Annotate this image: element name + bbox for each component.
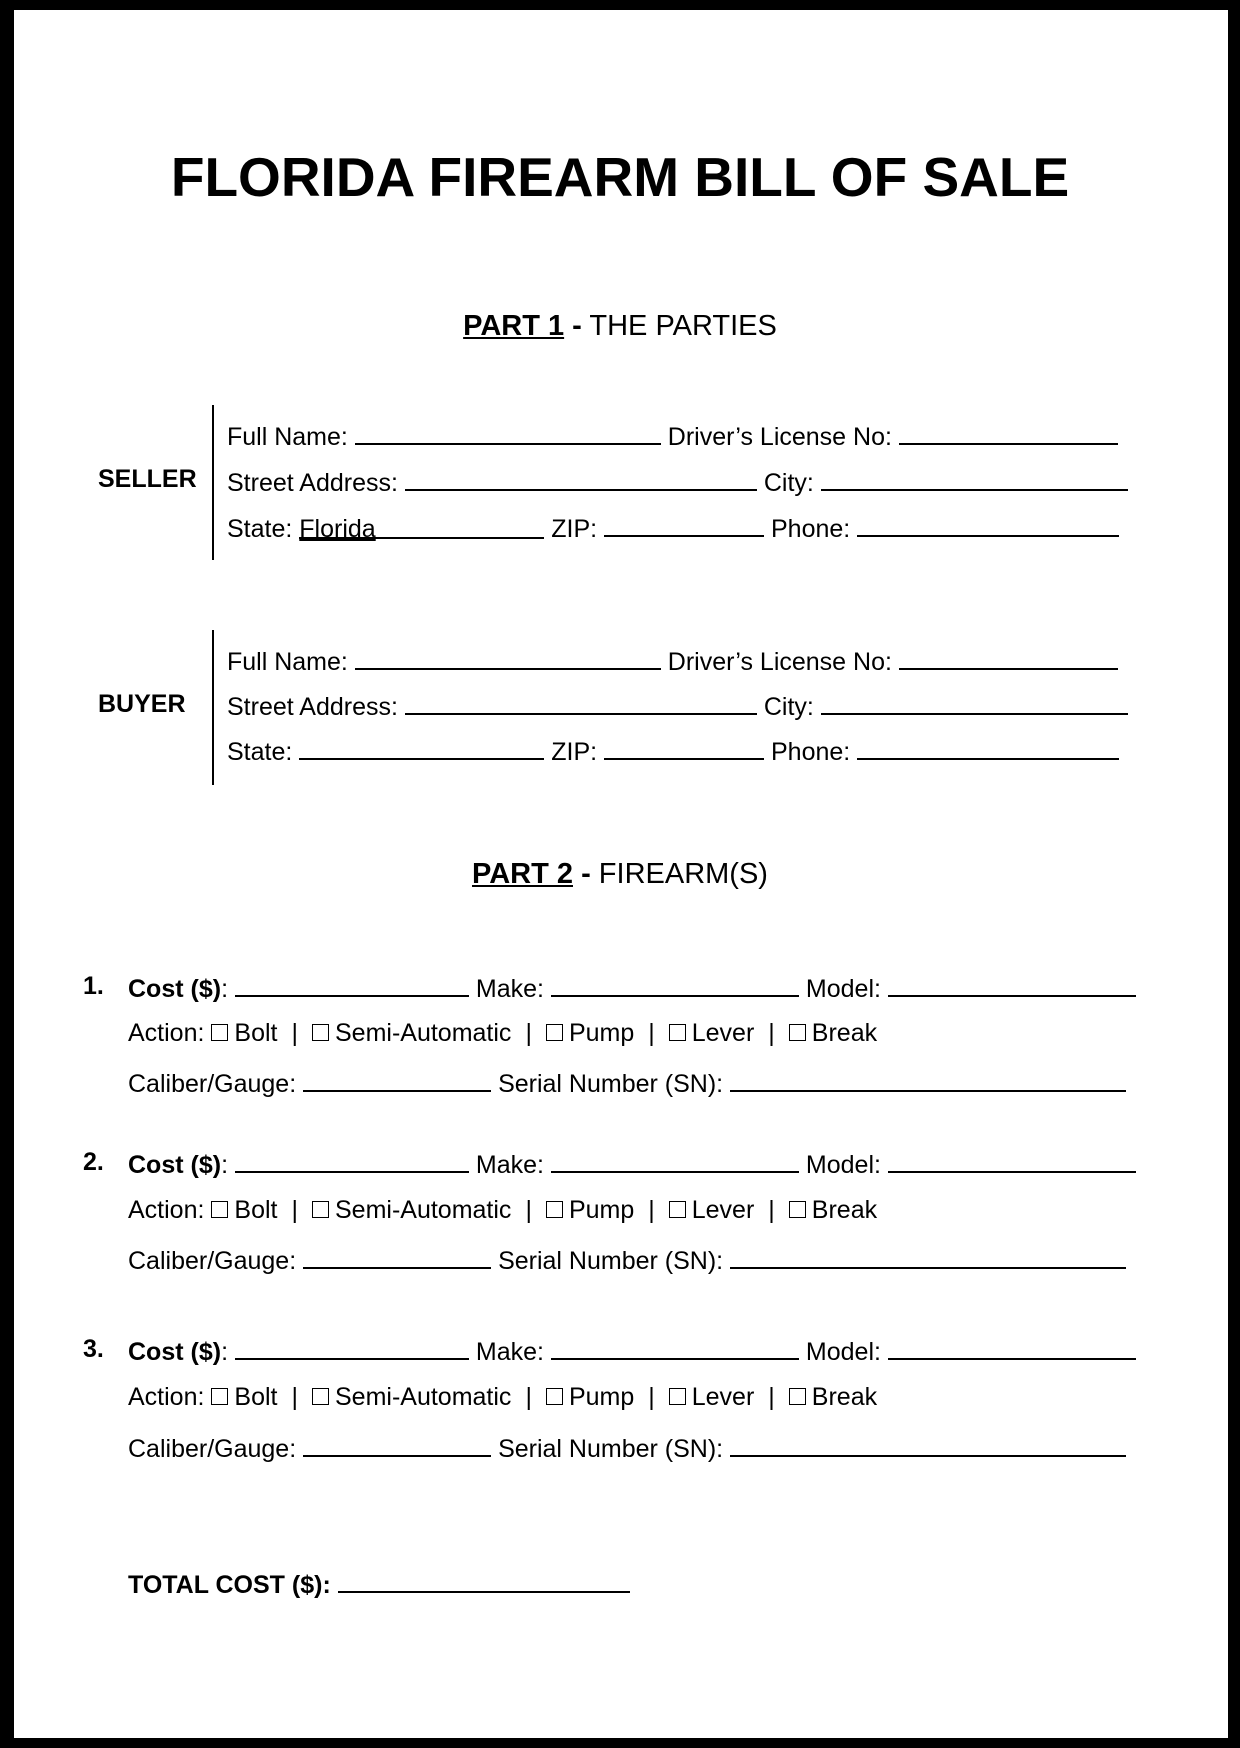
firearm-3-sep-4: | [768, 1383, 775, 1411]
buyer-city-field[interactable] [821, 690, 1128, 715]
firearm-2-model-label: Model: [805, 1151, 881, 1179]
firearm-1-serial-field[interactable] [730, 1067, 1126, 1092]
buyer-zip-label: ZIP: [551, 738, 598, 766]
firearm-2-bolt-checkbox[interactable] [211, 1201, 228, 1218]
seller-state-value: Florida [299, 515, 376, 543]
firearm-2-pump-label: Pump [568, 1196, 635, 1224]
part1-heading [0, 310, 1240, 343]
buyer-license-label: Driver’s License No: [667, 648, 892, 676]
firearm-1-sep-2: | [525, 1019, 532, 1047]
seller-row-state [227, 512, 1119, 544]
seller-license-field[interactable] [899, 420, 1118, 445]
seller-row-name [227, 420, 1118, 452]
firearm-3-cost-label: Cost ($) [128, 1338, 222, 1366]
firearm-2-sep-3: | [648, 1196, 655, 1224]
firearm-1-action-label: Action: [128, 1019, 205, 1047]
buyer-row-address [227, 690, 1128, 722]
firearm-1-row-cost [128, 972, 1136, 1004]
seller-city-label: City: [763, 469, 814, 497]
firearm-1-semi-label: Semi-Automatic [334, 1019, 512, 1047]
firearm-1-bolt-checkbox[interactable] [211, 1024, 228, 1041]
seller-full-name-label: Full Name: [227, 423, 348, 451]
firearm-3-bolt-checkbox[interactable] [211, 1388, 228, 1405]
buyer-license-field[interactable] [899, 645, 1118, 670]
buyer-label: BUYER [98, 690, 186, 718]
firearm-1-lever-checkbox[interactable] [669, 1024, 686, 1041]
buyer-phone-field[interactable] [857, 735, 1119, 760]
firearm-2-sep-4: | [768, 1196, 775, 1224]
part2-dash: - [581, 858, 591, 890]
firearm-3-caliber-field[interactable] [303, 1432, 491, 1457]
firearm-2-serial-label: Serial Number (SN): [498, 1247, 724, 1275]
firearm-2-break-label: Break [811, 1196, 878, 1224]
firearm-2-break-checkbox[interactable] [789, 1201, 806, 1218]
firearm-3-model-label: Model: [805, 1338, 881, 1366]
firearm-2-action-label: Action: [128, 1196, 205, 1224]
firearm-1-caliber-field[interactable] [303, 1067, 491, 1092]
seller-street-label: Street Address: [227, 469, 398, 497]
firearm-1-break-label: Break [811, 1019, 878, 1047]
buyer-row-name [227, 645, 1118, 677]
seller-full-name-field[interactable] [355, 420, 661, 445]
firearm-3-sep-1: | [291, 1383, 298, 1411]
firearm-1-row-caliber [128, 1067, 1126, 1099]
document-title: FLORIDA FIREARM BILL OF SALE [170, 146, 1070, 208]
firearm-1-break-checkbox[interactable] [789, 1024, 806, 1041]
firearm-3-bolt-label: Bolt [234, 1383, 278, 1411]
firearm-2-row-cost [128, 1148, 1136, 1180]
buyer-row-state [227, 735, 1119, 767]
total-cost-field[interactable] [338, 1568, 630, 1593]
firearm-2-row-caliber [128, 1244, 1126, 1276]
firearm-2-lever-checkbox[interactable] [669, 1201, 686, 1218]
firearm-3-make-field[interactable] [551, 1335, 799, 1360]
firearm-2-cost-field[interactable] [235, 1148, 469, 1173]
firearm-3-semi-checkbox[interactable] [312, 1388, 329, 1405]
buyer-city-label: City: [763, 693, 814, 721]
firearm-3-semi-label: Semi-Automatic [334, 1383, 512, 1411]
firearm-3-row-cost [128, 1335, 1136, 1367]
firearm-2-semi-label: Semi-Automatic [334, 1196, 512, 1224]
firearm-3-lever-checkbox[interactable] [669, 1388, 686, 1405]
firearm-2-cost-colon: : [221, 1151, 229, 1179]
firearm-2-caliber-label: Caliber/Gauge: [128, 1247, 297, 1275]
firearm-2-serial-field[interactable] [730, 1244, 1126, 1269]
firearm-3-sep-3: | [648, 1383, 655, 1411]
firearm-1-serial-label: Serial Number (SN): [498, 1070, 724, 1098]
firearm-3-number: 3. [83, 1335, 104, 1363]
seller-state-field[interactable] [299, 514, 544, 543]
firearm-1-bolt-label: Bolt [234, 1019, 278, 1047]
firearm-1-cost-label: Cost ($) [128, 975, 222, 1003]
firearm-3-sep-2: | [525, 1383, 532, 1411]
firearm-1-semi-checkbox[interactable] [312, 1024, 329, 1041]
firearm-1-caliber-label: Caliber/Gauge: [128, 1070, 297, 1098]
firearm-1-number: 1. [83, 972, 104, 1000]
seller-label: SELLER [98, 465, 197, 493]
part1-label: PART 1 [463, 310, 565, 342]
firearm-3-model-field[interactable] [888, 1335, 1136, 1360]
part1-dash: - [572, 310, 582, 342]
firearm-1-sep-3: | [648, 1019, 655, 1047]
firearm-2-bolt-label: Bolt [234, 1196, 278, 1224]
total-cost-row [128, 1568, 630, 1600]
firearm-1-pump-checkbox[interactable] [546, 1024, 563, 1041]
part2-label: PART 2 [472, 858, 573, 890]
firearm-1-make-label: Make: [475, 975, 545, 1003]
firearm-1-lever-label: Lever [691, 1019, 755, 1047]
total-cost-label: TOTAL COST ($): [128, 1571, 331, 1599]
buyer-full-name-label: Full Name: [227, 648, 348, 676]
firearm-1-cost-colon: : [221, 975, 229, 1003]
firearm-1-make-field[interactable] [551, 972, 799, 997]
buyer-street-field[interactable] [405, 690, 757, 715]
part2-heading [0, 858, 1240, 891]
firearm-2-row-action [128, 1195, 877, 1225]
firearm-2-model-field[interactable] [888, 1148, 1136, 1173]
firearm-1-pump-label: Pump [568, 1019, 635, 1047]
buyer-street-label: Street Address: [227, 693, 398, 721]
firearm-3-cost-colon: : [221, 1338, 229, 1366]
firearm-1-model-field[interactable] [888, 972, 1136, 997]
buyer-phone-label: Phone: [770, 738, 851, 766]
firearm-3-row-action [128, 1382, 877, 1412]
firearm-2-semi-checkbox[interactable] [312, 1201, 329, 1218]
buyer-state-label: State: [227, 738, 293, 766]
firearm-3-serial-label: Serial Number (SN): [498, 1435, 724, 1463]
firearm-1-row-action [128, 1018, 877, 1048]
seller-license-label: Driver’s License No: [667, 423, 892, 451]
firearm-3-serial-field[interactable] [730, 1432, 1126, 1457]
firearm-2-make-label: Make: [475, 1151, 545, 1179]
firearm-2-cost-label: Cost ($) [128, 1151, 222, 1179]
firearm-2-number: 2. [83, 1148, 104, 1176]
seller-state-label: State: [227, 515, 293, 543]
firearm-2-make-field[interactable] [551, 1148, 799, 1173]
firearm-3-lever-label: Lever [691, 1383, 755, 1411]
seller-zip-field[interactable] [604, 512, 764, 537]
part2-name: FIREARM(S) [598, 858, 768, 890]
buyer-zip-field[interactable] [604, 735, 764, 760]
firearm-3-make-label: Make: [475, 1338, 545, 1366]
firearm-2-caliber-field[interactable] [303, 1244, 491, 1269]
buyer-state-field[interactable] [299, 735, 544, 760]
firearm-3-cost-field[interactable] [235, 1335, 469, 1360]
seller-city-field[interactable] [821, 466, 1128, 491]
seller-zip-label: ZIP: [551, 515, 598, 543]
firearm-2-lever-label: Lever [691, 1196, 755, 1224]
firearm-2-pump-checkbox[interactable] [546, 1201, 563, 1218]
seller-phone-label: Phone: [770, 515, 851, 543]
firearm-1-model-label: Model: [805, 975, 881, 1003]
firearm-1-cost-field[interactable] [235, 972, 469, 997]
firearm-3-row-caliber [128, 1432, 1126, 1464]
firearm-3-action-label: Action: [128, 1383, 205, 1411]
seller-street-field[interactable] [405, 466, 757, 491]
firearm-3-pump-checkbox[interactable] [546, 1388, 563, 1405]
firearm-2-sep-1: | [291, 1196, 298, 1224]
part1-name: THE PARTIES [589, 310, 777, 342]
seller-phone-field[interactable] [857, 512, 1119, 537]
buyer-full-name-field[interactable] [355, 645, 661, 670]
seller-bracket [212, 405, 214, 560]
seller-row-address [227, 466, 1128, 498]
firearm-3-break-label: Break [811, 1383, 878, 1411]
firearm-1-sep-4: | [768, 1019, 775, 1047]
buyer-bracket [212, 630, 214, 785]
firearm-2-sep-2: | [525, 1196, 532, 1224]
firearm-1-sep-1: | [291, 1019, 298, 1047]
firearm-3-caliber-label: Caliber/Gauge: [128, 1435, 297, 1463]
firearm-3-break-checkbox[interactable] [789, 1388, 806, 1405]
firearm-3-pump-label: Pump [568, 1383, 635, 1411]
